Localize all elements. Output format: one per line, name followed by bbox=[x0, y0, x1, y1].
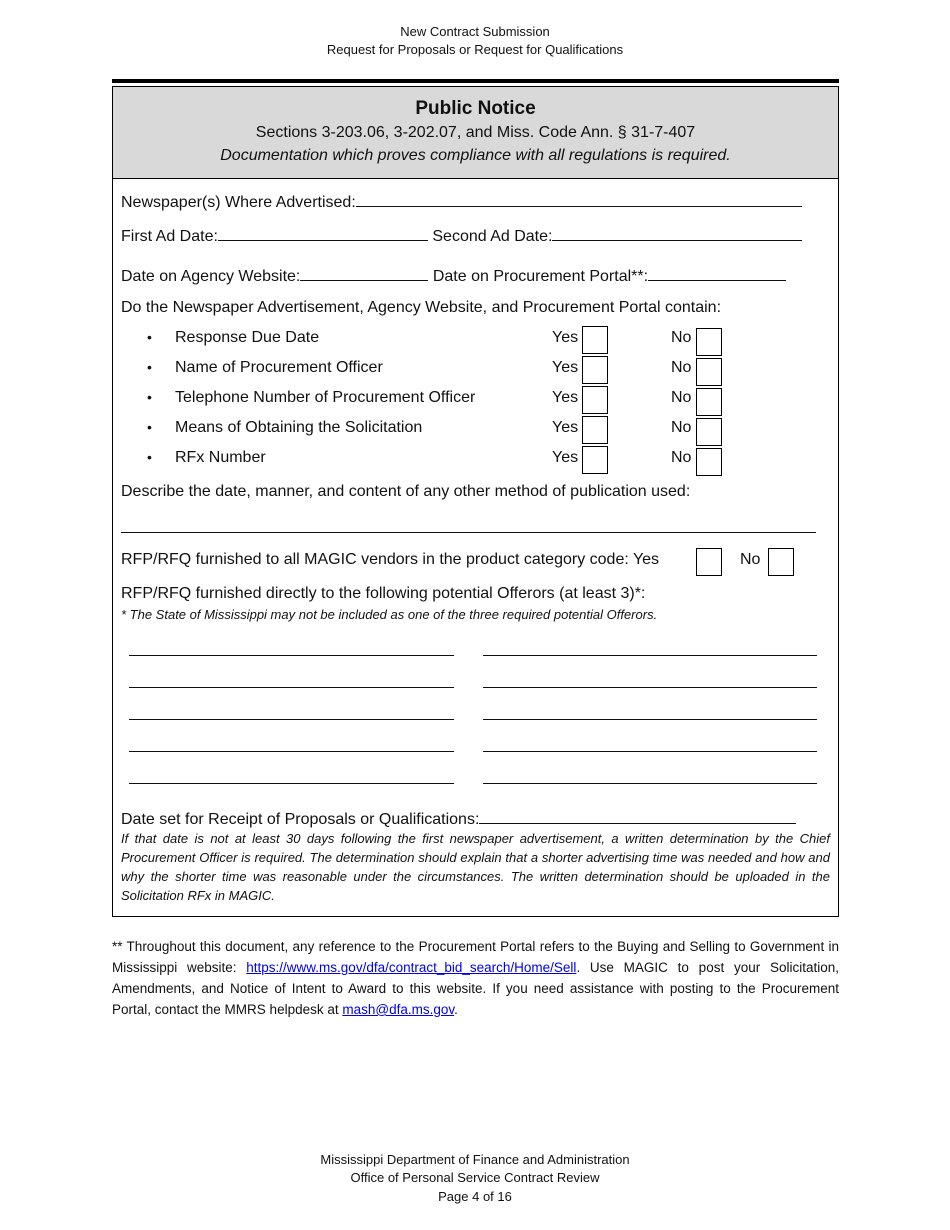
newspaper-label: Newspaper(s) Where Advertised: bbox=[121, 194, 356, 211]
checklist-item-label: Telephone Number of Procurement Officer bbox=[175, 389, 476, 406]
yes-label: Yes bbox=[552, 449, 579, 466]
email-link[interactable]: mash@dfa.ms.gov bbox=[342, 1002, 455, 1017]
notice-title: Public Notice bbox=[415, 98, 536, 119]
checklist-item-label: Name of Procurement Officer bbox=[175, 359, 383, 376]
notice-subtitle: Documentation which proves compliance with all regulations is required. bbox=[220, 147, 731, 164]
portal-label: Date on Procurement Portal**: bbox=[432, 268, 649, 285]
no-label: No bbox=[671, 329, 692, 346]
first-ad-label: First Ad Date: bbox=[121, 228, 218, 245]
contain-question: Do the Newspaper Advertisement, Agency Website, and Procurement Portal contain: bbox=[121, 299, 722, 316]
checklist-item-label: Means of Obtaining the Solicitation bbox=[175, 419, 423, 436]
offeror-line[interactable] bbox=[129, 687, 454, 688]
top-rule bbox=[112, 79, 839, 83]
no-label: No bbox=[671, 359, 692, 376]
portal-link[interactable]: https://www.ms.gov/dfa/contract_bid_search/Home/Sell bbox=[246, 960, 577, 975]
bullet-icon: • bbox=[147, 449, 152, 465]
other-method-label: Describe the date, manner, and content of any other method of publication used: bbox=[121, 483, 691, 500]
checklist-item-label: Response Due Date bbox=[175, 329, 320, 346]
bullet-icon: • bbox=[147, 329, 152, 345]
yes-label: Yes bbox=[552, 419, 579, 436]
offerors-label: RFP/RFQ furnished directly to the following potential Offerors (at least 3)*: bbox=[121, 585, 646, 602]
yes-label: Yes bbox=[552, 389, 579, 406]
yes-checkbox[interactable] bbox=[582, 356, 608, 384]
offeror-line[interactable] bbox=[129, 783, 454, 784]
no-checkbox[interactable] bbox=[696, 328, 722, 356]
magic-question: RFP/RFQ furnished to all MAGIC vendors in the product category code: Yes bbox=[121, 551, 660, 568]
offerors-note: * The State of Mississippi may not be included as one of the three required potential Offerors. bbox=[121, 607, 658, 622]
yes-checkbox[interactable] bbox=[582, 446, 608, 474]
no-checkbox[interactable] bbox=[696, 448, 722, 476]
bullet-icon: • bbox=[147, 359, 152, 375]
yes-checkbox[interactable] bbox=[582, 326, 608, 354]
first-ad-field[interactable] bbox=[121, 225, 802, 246]
notice-sections: Sections 3-203.06, 3-202.07, and Miss. Code Ann. § 31-7-407 bbox=[255, 124, 696, 141]
footnote-text-2: . Use MAGIC to post your Solicitation, Amendments, and Notice of Intent to Award to this website. If you need assistance with posting to the Procurement Portal, contact the MMRS helpdesk at bbox=[112, 960, 839, 1017]
agency-site-field[interactable] bbox=[121, 265, 786, 286]
offeror-line[interactable] bbox=[129, 719, 454, 720]
offeror-line[interactable] bbox=[129, 655, 454, 656]
no-checkbox[interactable] bbox=[696, 388, 722, 416]
agency-site-label: Date on Agency Website: bbox=[121, 268, 301, 285]
no-label: No bbox=[671, 419, 692, 436]
yes-checkbox[interactable] bbox=[582, 386, 608, 414]
offeror-line[interactable] bbox=[483, 719, 817, 720]
newspaper-field[interactable] bbox=[121, 191, 802, 212]
header-subtitle: Request for Proposals or Request for Qualifications bbox=[326, 42, 624, 57]
bullet-icon: • bbox=[147, 419, 152, 435]
footnote-end: . bbox=[454, 1002, 458, 1017]
yes-checkbox[interactable] bbox=[582, 416, 608, 444]
offeror-line[interactable] bbox=[483, 751, 817, 752]
receipt-date-label: Date set for Receipt of Proposals or Qualifications: bbox=[121, 811, 480, 828]
no-checkbox[interactable] bbox=[696, 358, 722, 386]
other-method-line[interactable] bbox=[121, 532, 816, 533]
receipt-note: If that date is not at least 30 days following the first newspaper advertisement, a written determination by the Chief Procurement Officer is required. The determination should explain that a shorter advertising time was needed and how and why the shorter time was reasonable under the circumstances. The written determination should be uploaded in the Solicitation RFx in MAGIC. bbox=[121, 831, 830, 903]
yes-label: Yes bbox=[552, 359, 579, 376]
footnote-text: ** Throughout this document, any reference to the Procurement Portal refers to the Buying and Selling to Government in Mississippi website: bbox=[112, 939, 839, 975]
footnote bbox=[112, 936, 839, 1020]
checklist-item-label: RFx Number bbox=[175, 449, 266, 466]
no-label: No bbox=[671, 449, 692, 466]
no-checkbox[interactable] bbox=[696, 418, 722, 446]
no-label: No bbox=[671, 389, 692, 406]
magic-no-label: No bbox=[740, 551, 761, 568]
offeror-line[interactable] bbox=[483, 687, 817, 688]
offeror-line[interactable] bbox=[483, 783, 817, 784]
magic-yes-checkbox[interactable] bbox=[696, 548, 722, 576]
page-number: Page 4 of 16 bbox=[438, 1189, 512, 1204]
offeror-line[interactable] bbox=[483, 655, 817, 656]
bullet-icon: • bbox=[147, 389, 152, 405]
magic-no-checkbox[interactable] bbox=[768, 548, 794, 576]
yes-label: Yes bbox=[552, 329, 579, 346]
footer-office: Office of Personal Service Contract Review bbox=[350, 1170, 600, 1185]
offeror-line[interactable] bbox=[129, 751, 454, 752]
footer-dept: Mississippi Department of Finance and Administration bbox=[320, 1152, 630, 1167]
header-title: New Contract Submission bbox=[400, 24, 550, 39]
receipt-date-field[interactable] bbox=[121, 808, 796, 829]
second-ad-label: Second Ad Date: bbox=[432, 228, 553, 245]
